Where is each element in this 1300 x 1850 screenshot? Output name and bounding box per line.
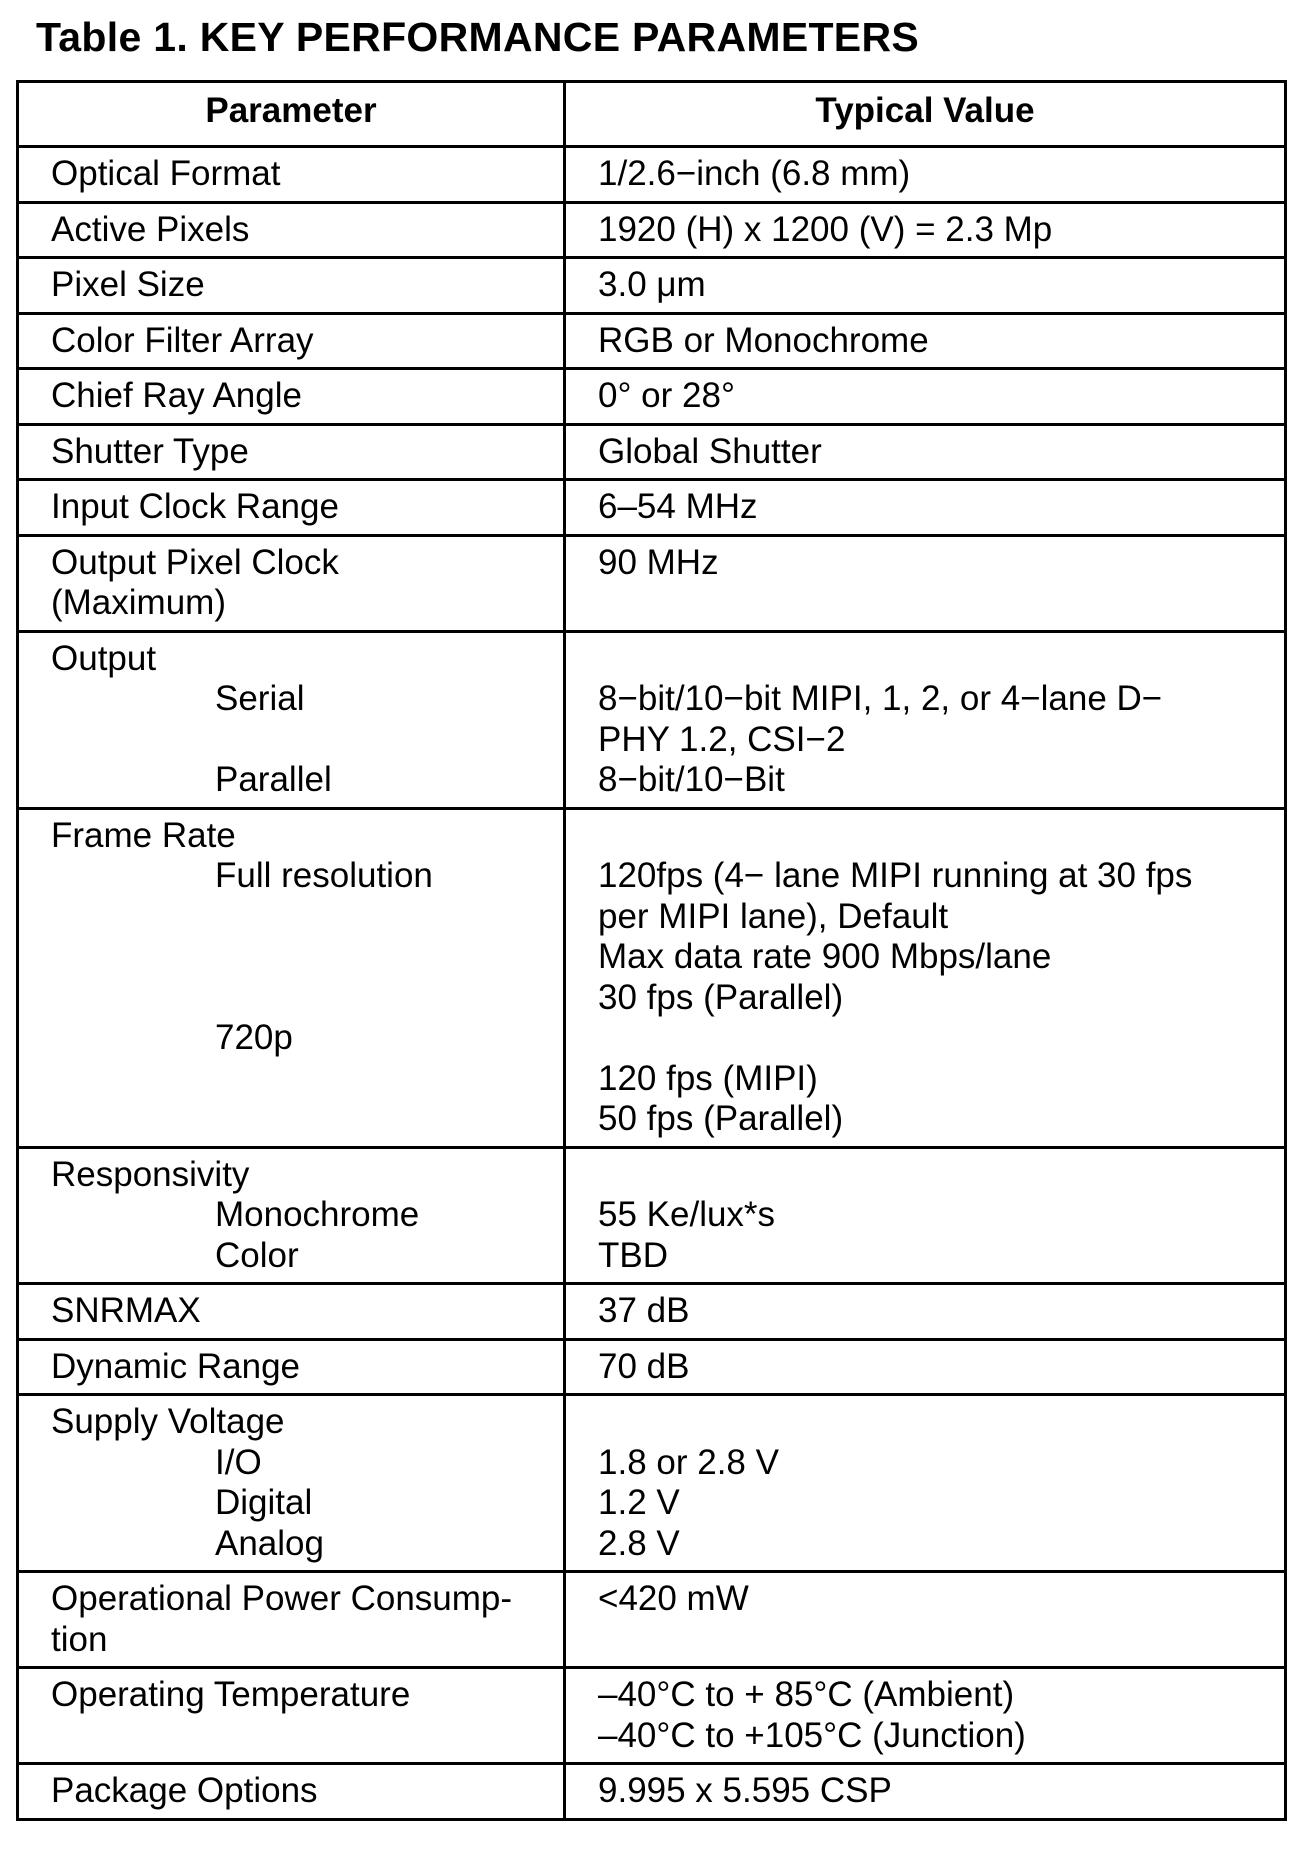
table-row: [18, 258, 1286, 314]
param-frame-rate-full-res: Full resolution: [215, 856, 433, 895]
param-supply-voltage-io: I/O: [215, 1442, 262, 1482]
value-supply-voltage: [565, 1395, 1286, 1572]
table-row: [18, 147, 1286, 203]
param-optical-format: Optical Format: [18, 147, 565, 203]
value-output-pixel-clock: 90 MHz: [565, 535, 1286, 631]
param-supply-voltage-label: Supply Voltage: [51, 1402, 285, 1441]
value-package-options: 9.995 x 5.595 CSP: [565, 1764, 1286, 1820]
param-pixel-size: Pixel Size: [18, 258, 565, 314]
table-row: [18, 1764, 1286, 1820]
table-row: [18, 424, 1286, 480]
param-frame-rate-label: Frame Rate: [51, 815, 236, 855]
param-output: [18, 631, 565, 808]
value-supply-voltage-analog: 2.8 V: [598, 1523, 680, 1563]
value-frame-rate-full-line1: 120fps (4− lane MIPI running at 30 fps: [598, 856, 1193, 895]
spacer: [51, 937, 553, 978]
spacer: [51, 720, 553, 761]
value-frame-rate-full-line2: per MIPI lane), Default: [598, 896, 949, 936]
value-output-serial-line1: 8−bit/10−bit MIPI, 1, 2, or 4−lane D−: [598, 679, 1163, 718]
param-package-options: Package Options: [18, 1764, 565, 1820]
value-output: [565, 631, 1286, 808]
param-shutter-type: Shutter Type: [18, 424, 565, 480]
param-snrmax: SNRMAX: [18, 1284, 565, 1340]
value-supply-voltage-io: 1.8 or 2.8 V: [598, 1442, 779, 1482]
value-frame-rate-720p-line1: 120 fps (MIPI): [598, 1058, 818, 1098]
param-chief-ray-angle: Chief Ray Angle: [18, 369, 565, 425]
spacer: [598, 1155, 1274, 1196]
table-row: [18, 1395, 1286, 1572]
param-frame-rate: [18, 808, 565, 1147]
table-row: [18, 1668, 1286, 1764]
value-optical-format: 1/2.6−inch (6.8 mm): [565, 147, 1286, 203]
value-pixel-size: 3.0 μm: [565, 258, 1286, 314]
value-output-parallel: 8−bit/10−Bit: [598, 760, 785, 799]
param-responsivity-color: Color: [215, 1235, 299, 1275]
table-header-row: [18, 82, 1286, 147]
param-output-parallel: Parallel: [215, 760, 332, 799]
value-frame-rate: [565, 808, 1286, 1147]
param-responsivity: [18, 1147, 565, 1284]
table-row: [18, 535, 1286, 631]
param-responsivity-label: Responsivity: [51, 1154, 250, 1194]
value-shutter-type: Global Shutter: [565, 424, 1286, 480]
table-title: Table 1. KEY PERFORMANCE PARAMETERS: [36, 14, 920, 60]
spacer: [51, 897, 553, 938]
value-color-filter-array: RGB or Monochrome: [565, 313, 1286, 369]
key-performance-table: [16, 80, 1287, 1821]
table-row: [18, 1284, 1286, 1340]
table-row: [18, 480, 1286, 536]
param-supply-voltage-digital: Digital: [215, 1483, 313, 1522]
value-dynamic-range: 70 dB: [565, 1339, 1286, 1395]
value-active-pixels: 1920 (H) x 1200 (V) = 2.3 Mp: [565, 202, 1286, 258]
param-supply-voltage: [18, 1395, 565, 1572]
value-temperature-ambient: –40°C to + 85°C (Ambient): [598, 1675, 1015, 1714]
table-row: [18, 202, 1286, 258]
value-input-clock-range: 6–54 MHz: [565, 480, 1286, 536]
value-temperature-junction: –40°C to +105°C (Junction): [598, 1715, 1026, 1755]
param-frame-rate-720p: 720p: [215, 1018, 293, 1057]
param-supply-voltage-analog: Analog: [215, 1523, 324, 1563]
value-operating-temperature: [565, 1668, 1286, 1764]
value-frame-rate-720p-line2: 50 fps (Parallel): [598, 1099, 844, 1138]
value-supply-voltage-digital: 1.2 V: [598, 1483, 680, 1522]
value-snrmax: 37 dB: [565, 1284, 1286, 1340]
value-responsivity: [565, 1147, 1286, 1284]
param-operating-temperature: Operating Temperature: [18, 1668, 565, 1764]
table-row: [18, 369, 1286, 425]
value-responsivity-mono: 55 Ke/lux*s: [598, 1195, 776, 1234]
param-active-pixels: Active Pixels: [18, 202, 565, 258]
table-row: [18, 1339, 1286, 1395]
spacer: [598, 816, 1274, 857]
header-parameter: Parameter: [18, 82, 565, 147]
spacer: [598, 1018, 1274, 1059]
value-frame-rate-full-line3: Max data rate 900 Mbps/lane: [598, 937, 1052, 976]
param-power-line2: tion: [51, 1619, 108, 1659]
spacer: [598, 1402, 1274, 1443]
param-output-pixel-clock-line2: (Maximum): [51, 583, 226, 622]
param-responsivity-mono: Monochrome: [215, 1195, 420, 1234]
table-row: [18, 1572, 1286, 1668]
param-output-label: Output: [51, 638, 157, 678]
value-frame-rate-full-line4: 30 fps (Parallel): [598, 977, 844, 1017]
param-output-serial: Serial: [215, 679, 305, 718]
header-typical-value: Typical Value: [565, 82, 1286, 147]
param-input-clock-range: Input Clock Range: [18, 480, 565, 536]
param-color-filter-array: Color Filter Array: [18, 313, 565, 369]
table-row: [18, 1147, 1286, 1284]
param-output-pixel-clock: [18, 535, 565, 631]
spacer: [598, 639, 1274, 680]
table-row: [18, 313, 1286, 369]
spacer: [51, 978, 553, 1019]
param-output-pixel-clock-line1: Output Pixel Clock: [51, 542, 339, 582]
param-dynamic-range: Dynamic Range: [18, 1339, 565, 1395]
value-chief-ray-angle: 0° or 28°: [565, 369, 1286, 425]
table-row: [18, 808, 1286, 1147]
value-power-consumption: <420 mW: [565, 1572, 1286, 1668]
table-row: [18, 631, 1286, 808]
value-responsivity-color: TBD: [598, 1235, 668, 1275]
value-output-serial-line2: PHY 1.2, CSI−2: [598, 719, 846, 759]
param-power-consumption: [18, 1572, 565, 1668]
param-power-line1: Operational Power Consump-: [51, 1579, 513, 1618]
